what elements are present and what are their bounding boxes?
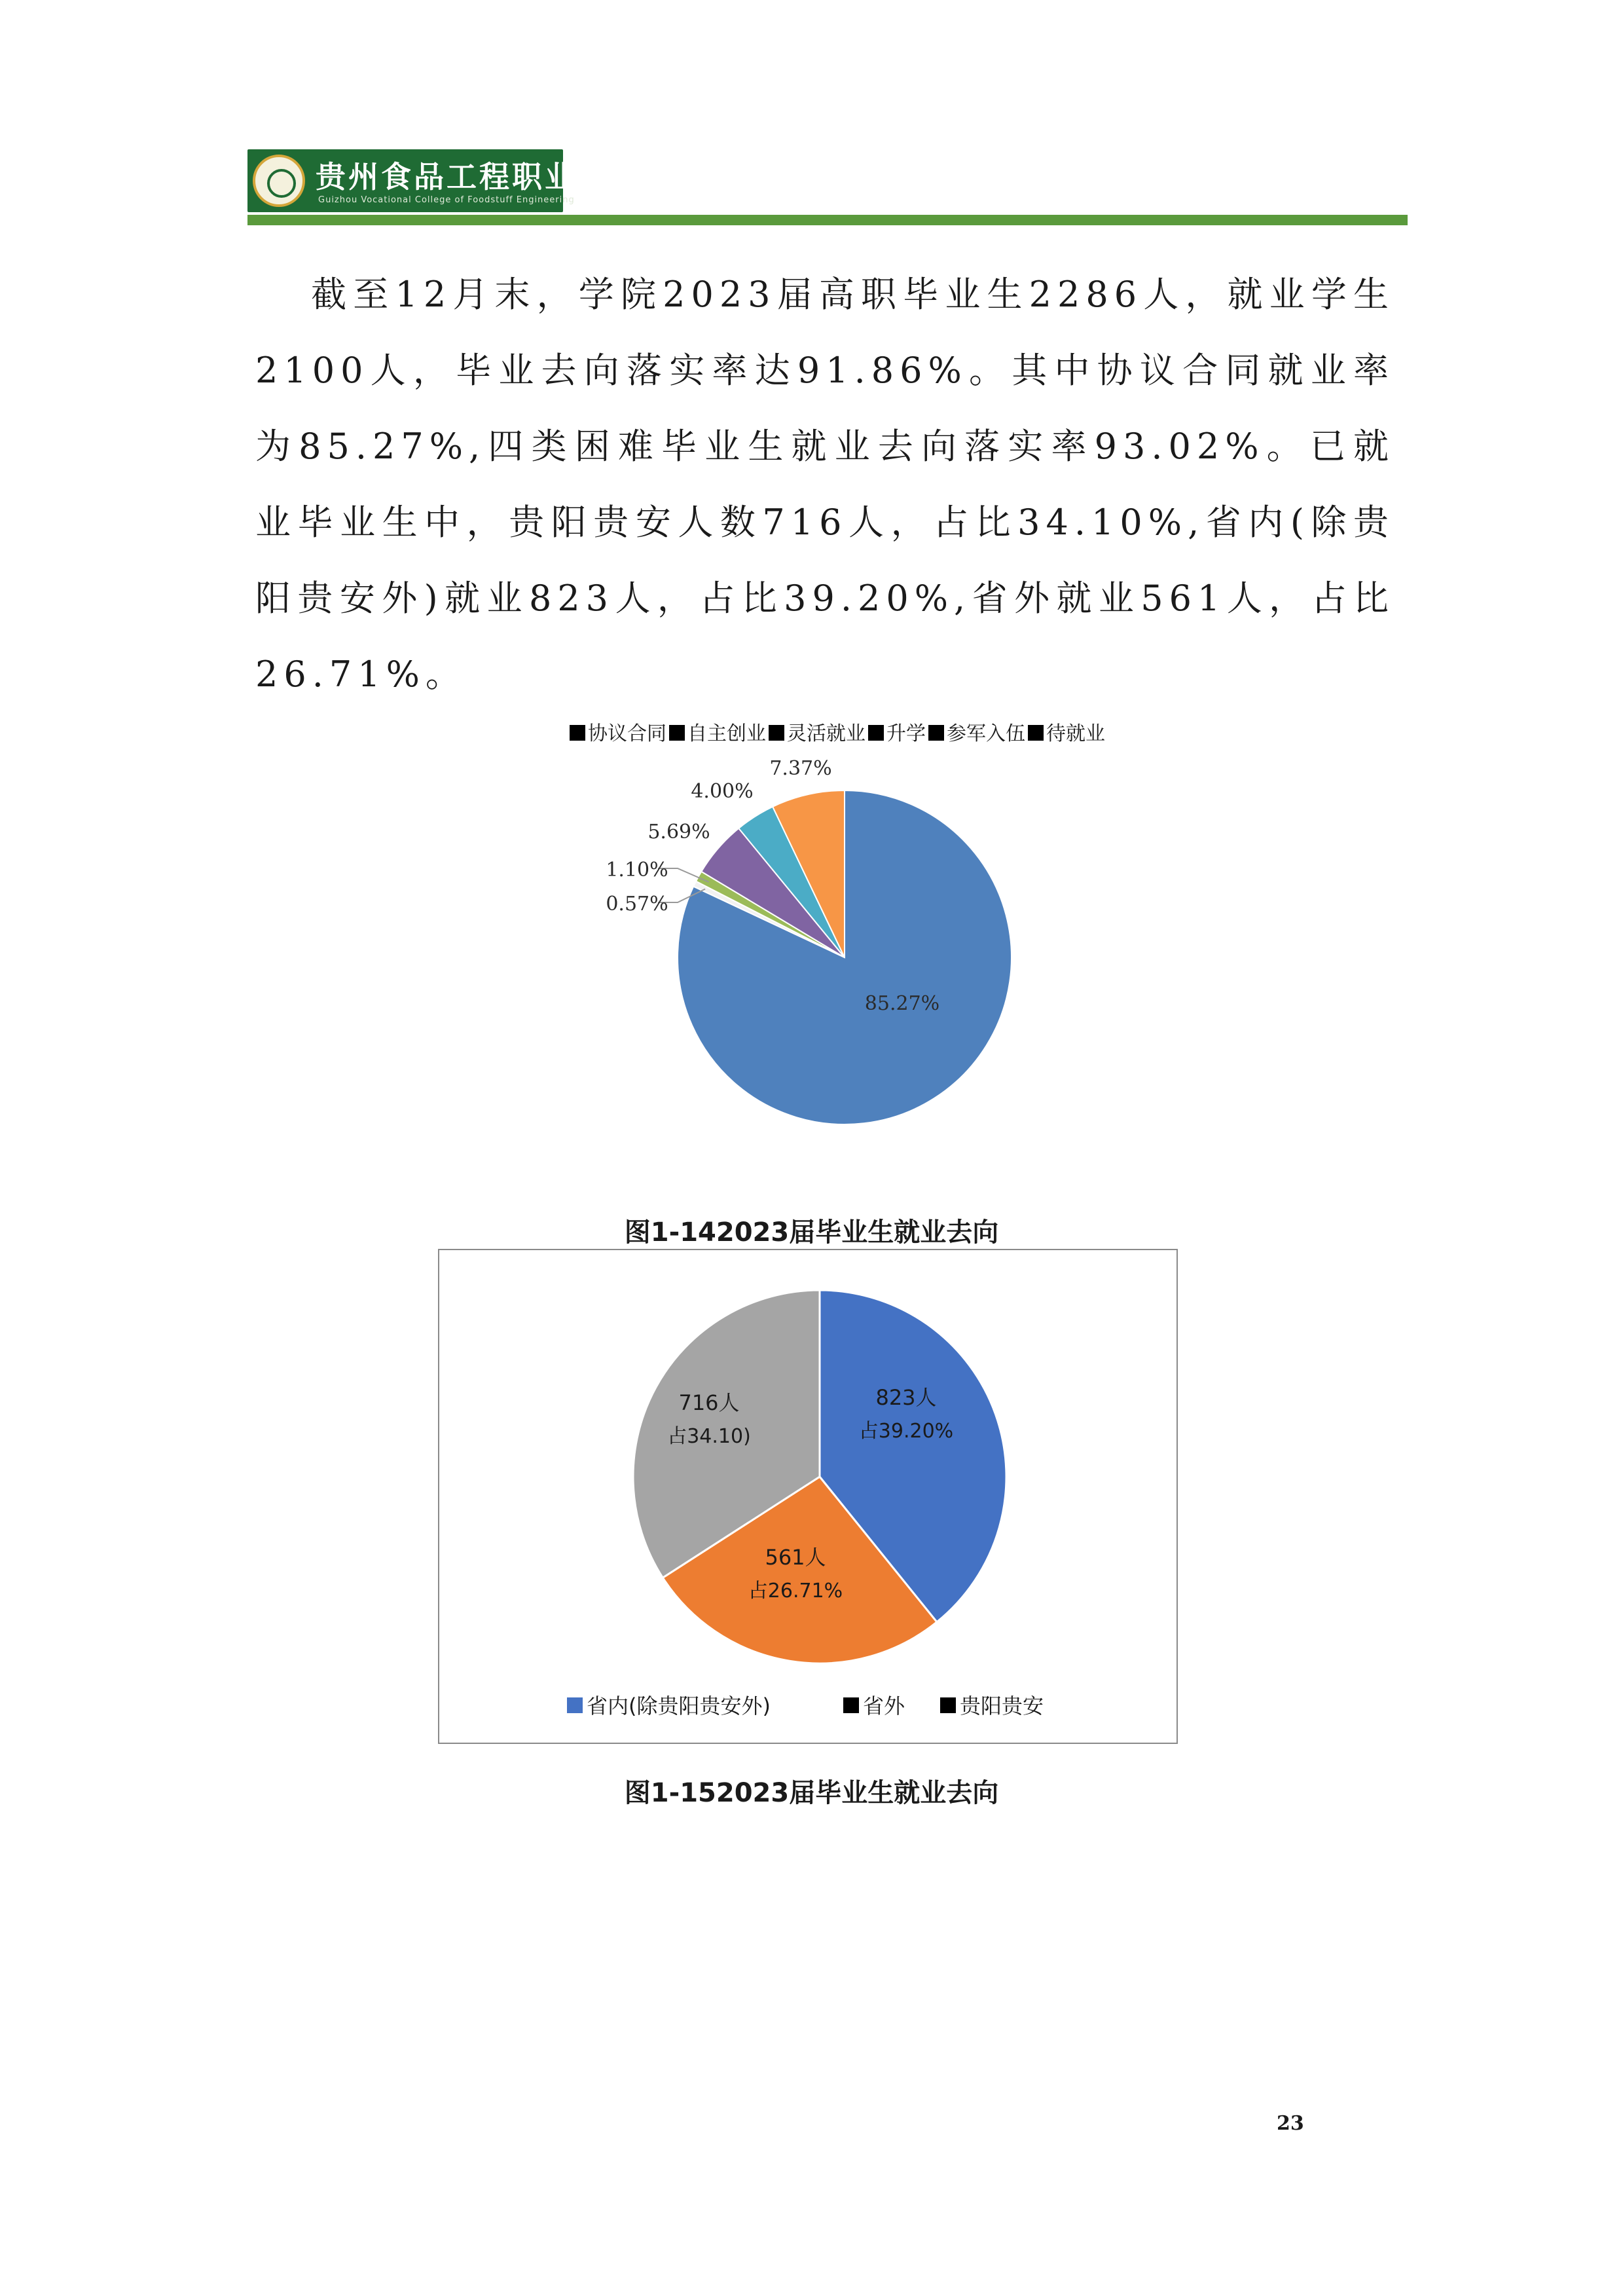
chart1-legend-marker [570, 725, 585, 741]
chart2-legend-label: 省外 [863, 1694, 905, 1718]
college-name-en: Guizhou Vocational College of Foodstuff Engineering [318, 195, 575, 205]
college-name-cn: 贵州食品工程职业学院 [316, 159, 643, 194]
chart1-legend-label: 升学 [886, 722, 926, 745]
chart1-legend-marker [868, 725, 884, 741]
paragraph-text: 截至12月末，学院2023届高职毕业生2286人，就业学生2100人，毕业去向落实率达91.86%。其中协议合同就业率为85.27%,四类困难毕业生就业去向落实率93.02%。已就业毕业生中，贵阳贵安人数716人，占比34.10%,省内(除贵阳贵安外)就业823人，占比39.20%,省外就业561人，占比26.71%。 [255, 274, 1395, 695]
chart1-legend-marker [669, 725, 685, 741]
chart2-label-line1: 716人 [678, 1390, 740, 1415]
chart2-legend-label: 贵阳贵安 [960, 1694, 1044, 1718]
page-number: 23 [1277, 2112, 1304, 2135]
chart1-data-label: 1.10% [606, 859, 668, 881]
chart1-data-label: 85.27% [864, 992, 940, 1015]
chart1-legend-marker [928, 725, 944, 741]
chart2-label-line2: 占34.10) [667, 1425, 751, 1448]
chart2-legend-marker [940, 1697, 956, 1713]
chart2-label-line1: 823人 [875, 1385, 937, 1410]
chart1-legend-label: 参军入伍 [947, 722, 1025, 745]
chart1-legend-label: 待就业 [1046, 722, 1105, 745]
chart1-legend [570, 722, 1105, 745]
chart2-label-line2: 占39.20% [858, 1420, 954, 1443]
chart1-legend-marker [769, 725, 784, 741]
chart2-label-line1: 561人 [765, 1545, 826, 1570]
figure-caption-1: 图1-142023届毕业生就业去向 [624, 1217, 999, 1248]
chart1-data-label: 0.57% [606, 893, 668, 916]
chart1-legend-label: 自主创业 [687, 722, 766, 745]
chart2-label-line2: 占26.71% [748, 1580, 843, 1602]
chart1-legend-label: 灵活就业 [787, 722, 866, 745]
chart1-legend-marker [1028, 725, 1044, 741]
chart1-data-label: 7.37% [769, 757, 832, 780]
chart2-legend-marker [567, 1697, 583, 1713]
chart1-legend-label: 协议合同 [588, 722, 666, 745]
chart1-data-label: 5.69% [647, 821, 710, 843]
chart1-data-label: 4.00% [691, 780, 754, 803]
chart2-legend-marker [843, 1697, 859, 1713]
chart2-legend-label: 省内(除贵阳贵安外) [587, 1694, 771, 1718]
figure-caption-2: 图1-152023届毕业生就业去向 [624, 1778, 999, 1808]
